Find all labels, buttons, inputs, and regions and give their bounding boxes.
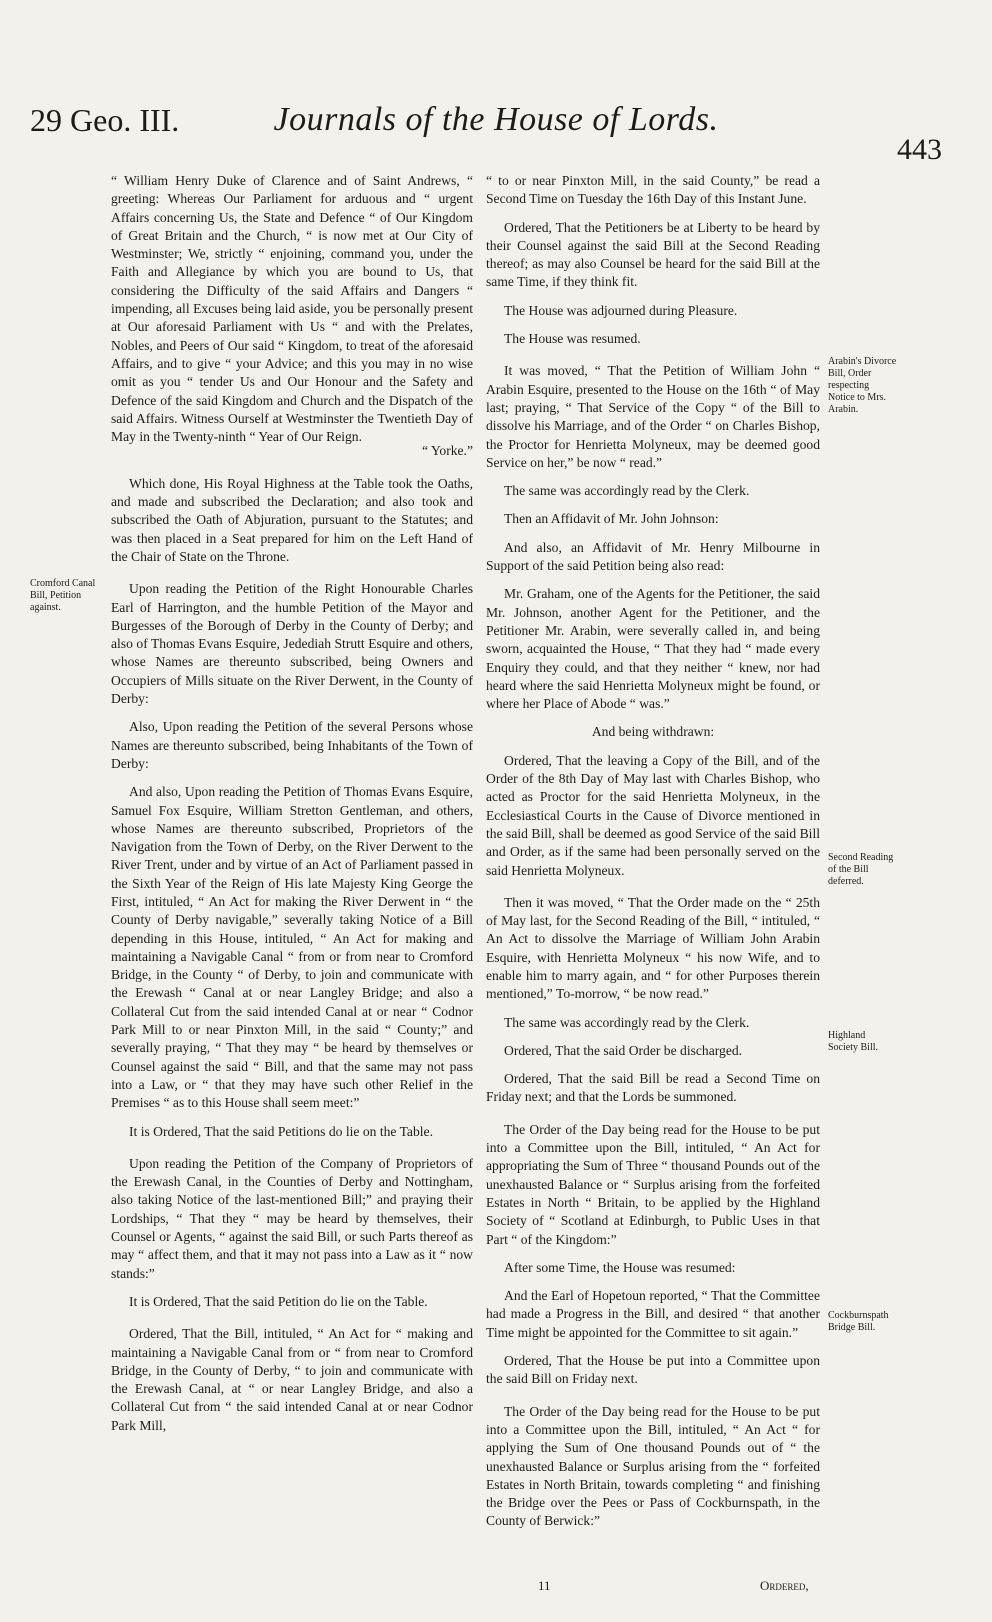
margin-note-cromford: Cromford Canal Bill, Petition against. xyxy=(30,578,96,613)
signature-yorke: “ Yorke.” xyxy=(422,443,473,459)
page-number: 443 xyxy=(897,133,942,166)
paragraph-order-lie-table-2: It is Ordered, That the said Petition do lie on the Table. xyxy=(129,1293,428,1309)
paragraph-after-some-time: After some Time, the House was resumed: xyxy=(504,1259,736,1275)
paragraph-resumed: The House was resumed. xyxy=(504,331,641,347)
paragraph-order-committee-friday: Ordered, That the House be put into a Committee upon the said Bill on Friday next. xyxy=(486,1353,820,1387)
page-title: Journals of the House of Lords. xyxy=(273,101,719,138)
paragraph-navigation-petition: And also, Upon reading the Petition of Thomas Evans Esquire, Samuel Fox Esquire, William Stretton Gentleman, and others, whose Names are thereunto subscribed, Proprietors of the Navigation from the Town of Derby, on the River Derwent to the River Trent, under and by virtue of an Act of Parliament passed in the Sixth Year of the Reign of His late Majesty King George the First, intituled, “ An Act for making the River Derwent in “ the County of Derby navigable,” severally taking Notice of a Bill depending in this House, intituled, “ An Act for making and maintaining a Navigable Canal “ from or from near to Cromford Bridge, in the County “ of Derby, to join and communicate with the Erewash “ Canal at or near Langley Bridge; and also a Collateral Cut from the said intended Canal at or near “ Codnor Park Mill to or near Pinxton Mill, in the said “ County;” and severally praying, “ That they may “ be heard by themselves or Counsel against the said “ Bill, and that the same may not pass into a Law, or “ that they may have such other Relief in the Premises “ as to this House shall seem meet:” xyxy=(111,784,473,1111)
paragraph-read-by-clerk-2: The same was accordingly read by the Clerk. xyxy=(504,1014,750,1030)
writ-text: “ William Henry Duke of Clarence and of Saint Andrews, “ greeting: Whereas Our Parliament for arduous and “ urgent Affairs concerning Us, the State and Defence “ of Our Kingdom of Great Britain and the Church, “ is now met at Our City of Westminster; We, strictly “ enjoining, command you, under the Faith and Allegiance by which you are bound to Us, that considering the Difficulty of the said Affairs and Dangers “ impending, all Excuses being laid aside, you be personally present at Our aforesaid Parliament with Us “ and with the Prelates, Nobles, and Peers of Our said “ Kingdom, to treat of the aforesaid Affairs, and to give “ your Advice; and this you may in no wise omit as you “ tender Us and Our Honour and the Safety and Defence of the said Kingdom and Church and the Dispatch of the said Affairs. Witness Ourself at Westminster the Twentieth Day of May in the Twenty-ninth “ Year of Our Reign. xyxy=(111,173,473,445)
paragraph-highland-committee: The Order of the Day being read for the House to be put into a Committee upon the Bill, intituled, “ An Act for appropriating the Sum of Three “ thousand Pounds out of the unexhausted Balance or “ Surplus arising from the forfeited Estates in North “ Britain, to be applied by the Highland Society of “ Scotland at Edinburgh, to Public Uses in that Part “ of the Kingdom:” xyxy=(486,1121,820,1247)
margin-note-highland: Highland Society Bill. xyxy=(828,1030,878,1053)
paragraph-erewash-petition: Upon reading the Petition of the Company of Proprietors of the Erewash Canal, in the Counties of Derby and Nottingham, also taking Notice of the last-mentioned Bill;” and praying their Lordships, “ That they “ may be heard by themselves, their Counsel or Agents, “ against the said Bill, or such Parts thereof as may “ affect them, and that it may not pass into a Law as it “ now stands:” xyxy=(111,1155,473,1281)
paragraph-order-second-reading: Ordered, That the Bill, intituled, “ An Act for “ making and maintaining a Navigable Canal from or “ from near to Cromford Bridge, in the County of Derby, “ to join and communicate with the Erewash Canal, at “ or near Langley Bridge, and also a Collateral Cut from “ the said intended Canal at or near Codnor Park Mill, xyxy=(111,1326,473,1433)
paragraph-cockburnspath-committee: The Order of the Day being read for the House to be put into a Committee upon the Bill, intituled, “ An Act “ for applying the Sum of One thousand Pounds out of “ the unexhausted Balance or Surplus arising from the “ forfeited Estates in North Britain, towards completing “ and finishing the Bridge over the Pees or Pass of Cockburnspath, in the County of Berwick:” xyxy=(486,1403,820,1529)
paragraph-adjourned: The House was adjourned during Pleasure. xyxy=(504,302,738,318)
left-column xyxy=(111,172,473,1445)
margin-note-second-reading: Second Reading of the Bill deferred. xyxy=(828,852,894,887)
signature-mark: 11 xyxy=(538,1578,551,1593)
paragraph-counsel-liberty: Ordered, That the Petitioners be at Liberty to be heard by their Counsel against the said Bill at the Second Reading thereof; as may also Counsel be heard for the said Bill at the same Time, if they think fit. xyxy=(486,219,820,290)
margin-note-arabin: Arabin's Divorce Bill, Order respecting Notice to Mrs. Arabin. xyxy=(828,356,897,415)
paragraph-order-service: Ordered, That the leaving a Copy of the Bill, and of the Order of the 8th Day of May last with Charles Bishop, who acted as Proctor for the said Henrietta Molyneux, in the Ecclesiastical Courts in the Cause of Divorce mentioned in the said Bill, shall be deemed as good Service of the said Bill and Order, as if the same had been personally served on the said Henrietta Molyneux. xyxy=(486,752,820,878)
right-column xyxy=(486,172,820,1541)
paragraph-pinxton: “ to or near Pinxton Mill, in the said County,” be read a Second Time on Tuesday the 16th Day of this Instant June. xyxy=(486,173,820,207)
paragraph-arabin-motion: It was moved, “ That the Petition of William John “ Arabin Esquire, presented to the House on the 16th “ of May last; praying, “ That Service of the Copy “ of the Bill to dissolve his Marriage, and of the Order “ on Charles Bishop, the Proctor for Henrietta Molyneux, may be deemed good Service on her,” be now “ read.” xyxy=(486,363,820,470)
paragraph-harrington-petition: Upon reading the Petition of the Right Honourable Charles Earl of Harrington, and the humble Petition of the Mayor and Burgesses of the Borough of Derby in the County of Derby; and also of Thomas Evans Esquire, Jedediah Strutt Esquire and others, whose Names are thereunto subscribed, being Owners and Occupiers of Mills situate on the River Derwent, in the County of Derby: xyxy=(111,581,473,707)
paragraph-affidavit-johnson: Then an Affidavit of Mr. John Johnson: xyxy=(504,511,719,527)
paragraph-order-lie-table: It is Ordered, That the said Petitions do lie on the Table. xyxy=(129,1123,433,1139)
paragraph-read-by-clerk: The same was accordingly read by the Clerk. xyxy=(504,483,750,499)
paragraph-withdrawn: And being withdrawn: xyxy=(591,724,715,740)
catchword: Ordered, xyxy=(760,1578,809,1593)
margin-note-cockburnspath: Cockburnspath Bridge Bill. xyxy=(828,1310,889,1333)
paragraph-order-discharged: Ordered, That the said Order be discharged. xyxy=(504,1042,743,1058)
paragraph-order-friday: Ordered, That the said Bill be read a Second Time on Friday next; and that the Lords be summoned. xyxy=(486,1071,820,1105)
paragraph-oaths: Which done, His Royal Highness at the Table took the Oaths, and made and subscribed the Declaration; and also took and subscribed the Oath of Abjuration, pursuant to the Statutes; and was then placed in a Seat prepared for him on the Left Hand of the Chair of State on the Throne. xyxy=(111,475,473,564)
paragraph-affidavit-milbourne: And also, an Affidavit of Mr. Henry Milbourne in Support of the said Petition being also read: xyxy=(486,539,820,574)
paragraph-agents-sworn: Mr. Graham, one of the Agents for the Petitioner, the said Mr. Johnson, another Agent for the Petitioner, and the Petitioner Mr. Arabin, were severally called in, and being sworn, acquainted the House, “ That they had “ made every Enquiry they could, and that they neither “ knew, nor had heard where the said Henrietta Molyneux might be found, or where her Place of Abode “ was.” xyxy=(486,586,820,712)
paragraph-hopetoun-report: And the Earl of Hopetoun reported, “ That the Committee had made a Progress in the Bill, and desired “ that another Time might be appointed for the Committee to sit again.” xyxy=(486,1288,820,1340)
paragraph-second-reading-motion: Then it was moved, “ That the Order made on the “ 25th of May last, for the Second Reading of the Bill, “ intituled, “ An Act to dissolve the Marriage of William John Arabin Esquire, with Henrietta Molyneux “ his now Wife, and to enable him to marry again, and “ for other Purposes therein mentioned,” To-morrow, “ be now read.” xyxy=(486,894,820,1002)
paragraph-inhabitants-petition: Also, Upon reading the Petition of the several Persons whose Names are thereunto subscribed, being Inhabitants of the Town of Derby: xyxy=(111,719,473,771)
regnal-year: 29 Geo. III. xyxy=(30,102,180,138)
